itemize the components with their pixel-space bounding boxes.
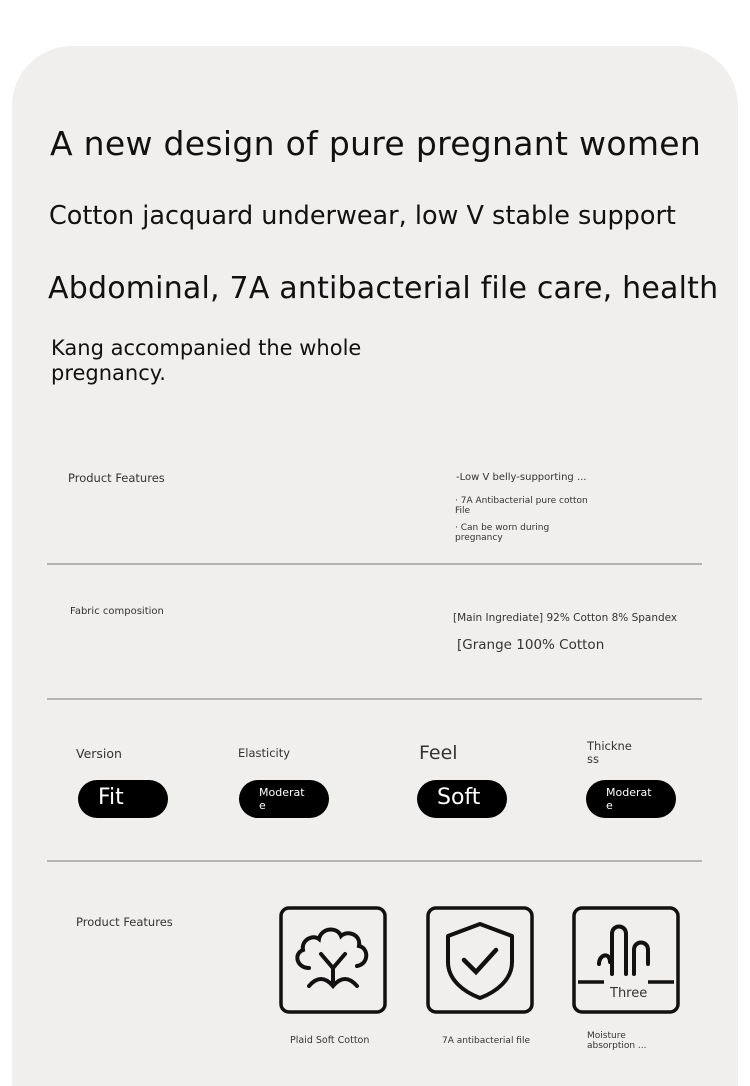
attr-version-pill [78, 780, 168, 818]
attr-feel-pill [417, 780, 507, 818]
attr-thickness-pill [586, 780, 676, 818]
feature-item: · 7A Antibacterial pure cotton File [455, 496, 588, 516]
divider [47, 698, 702, 700]
attr-version-label: Version [76, 746, 122, 761]
feature-item: · Can be worn during pregnancy [455, 523, 550, 543]
attr-feel-value: Soft [437, 785, 481, 810]
attr-version-value: Fit [98, 785, 124, 810]
attr-elasticity-value: Moderate [259, 786, 305, 812]
divider [47, 860, 702, 862]
headline-line-4: Kang accompanied the whole pregnancy. [51, 336, 362, 385]
fabric-grange: [Grange 100% Cotton [457, 637, 605, 653]
fabric-label: Fabric composition [70, 606, 164, 617]
features-label: Product Features [68, 471, 165, 485]
attr-feel-label: Feel [419, 742, 458, 764]
fabric-main: [Main Ingrediate] 92% Cotton 8% Spandex [453, 612, 678, 624]
icon-caption: 7A antibacterial file [442, 1036, 531, 1046]
attr-thickness-label: Thickness [587, 739, 632, 766]
headline-line-3: Abdominal, 7A antibacterial file care, health [48, 271, 719, 306]
divider [47, 563, 702, 565]
attr-elasticity-pill [239, 780, 329, 818]
moisture-badge: Three [610, 986, 648, 1001]
icons-section-label: Product Features [76, 915, 173, 929]
icon-caption: Plaid Soft Cotton [290, 1035, 370, 1046]
feature-item: -Low V belly-supporting ... [456, 472, 587, 483]
shield-check-icon [426, 906, 534, 1014]
attr-elasticity-label: Elasticity [238, 746, 291, 760]
icon-caption: Moisture absorption ... [587, 1031, 647, 1051]
content-card [12, 46, 738, 1086]
attr-thickness-value: Moderate [606, 786, 652, 812]
headline-line-2: Cotton jacquard underwear, low V stable support [49, 201, 676, 231]
headline-line-1: A new design of pure pregnant women [50, 124, 702, 163]
cotton-plant-icon [279, 906, 387, 1014]
